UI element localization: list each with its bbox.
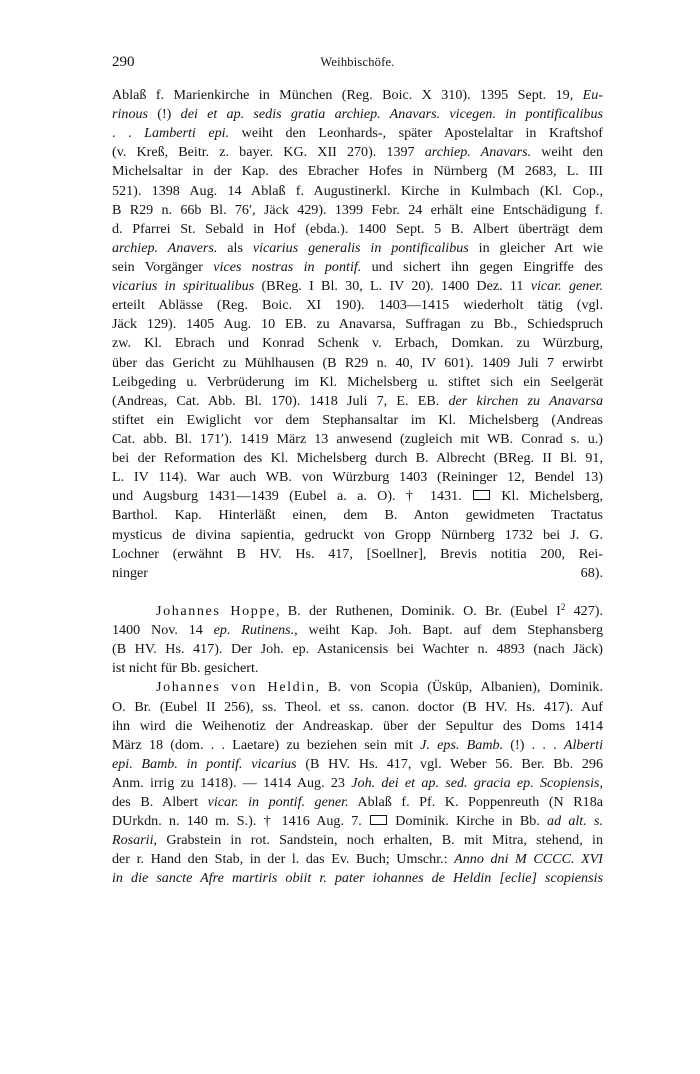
text-line: mysticus de divina sapientia, gedruckt von Gropp Nürnberg 1732 bei J. G. bbox=[112, 526, 603, 543]
grave-symbol-icon bbox=[473, 490, 490, 500]
text-line: erteilt Ablässe (Reg. Boic. XI 190). 1403—1415 wiederholt tätig (vgl. bbox=[112, 297, 603, 314]
text-line: (Andreas, Cat. Abb. Bl. 170). 1418 Juli 7, E. EB. der kirchen zu Anavarsa bbox=[112, 392, 603, 409]
text-line: Johannes Hoppe, B. der Ruthenen, Dominik. O. Br. (Eubel $I^2$ 427). bbox=[156, 601, 603, 619]
text-line: ist nicht für Bb. gesichert. bbox=[112, 660, 259, 677]
grave-symbol-icon bbox=[370, 815, 387, 825]
text-line: Ablaß f. Marienkirche in München (Reg. Boic. X 310). 1395 Sept. 19, Eu- bbox=[112, 87, 603, 103]
running-title: Weihbischöfe. bbox=[320, 55, 395, 69]
text-line: . . Lamberti epi. weiht den Leonhards-, später Apostelaltar in Kraftshof bbox=[112, 125, 603, 142]
text-line: Anm. irrig zu 1418). — 1414 Aug. 23 Joh. dei et ap. sed. gracia ep. Scopiensis, bbox=[112, 774, 603, 791]
paragraph-albert-entry bbox=[112, 86, 603, 602]
running-head bbox=[112, 54, 603, 74]
text-line: in die sancte Afre martiris obiit r. pater iohannes de Heldin [eclie] scopiensis bbox=[112, 870, 603, 887]
text-line: ninger 68). bbox=[112, 564, 603, 581]
text-line: zw. Kl. Ebrach und Konrad Schenk v. Erbach, Domkan. zu Würzburg, bbox=[112, 335, 603, 352]
text-line: Cat. abb. Bl. 171′). 1419 März 13 anwesend (zugleich mit WB. Conrad s. u.) bbox=[112, 430, 603, 447]
text-line: 521). 1398 Aug. 14 Ablaß f. Augustinerkl. Kirche in Kulmbach (Kl. Cop., bbox=[112, 182, 603, 199]
entry-name: Johannes von Heldin bbox=[156, 679, 316, 696]
text-line: ihn wird die Weihenotiz der Andreaskap. über der Sepultur des Doms 1414 bbox=[112, 717, 603, 734]
text-line: vicarius in spiritualibus (BReg. I Bl. 30, L. IV 20). 1400 Dez. 11 vicar. gener. bbox=[112, 278, 603, 295]
text-line: Rosarii, Grabstein in rot. Sandstein, noch erhalten, B. mit Mitra, stehend, in bbox=[112, 832, 603, 849]
text-line: L. IV 114). War auch WB. von Würzburg 1403 (Reininger 12, Bendel 13) bbox=[112, 469, 603, 486]
text-line: (B HV. Hs. 417). Der Joh. ep. Astanicensis bei Wachter n. 4893 (nach Jäck) bbox=[112, 641, 603, 658]
text-line: B R29 n. 66b Bl. 76′, Jäck 429). 1399 Febr. 24 erhält eine Entschädigung f. bbox=[112, 201, 603, 218]
text-line: stiftet ein Ewiglicht vor dem Stephansaltar im Kl. Michelsberg (Andreas bbox=[112, 411, 603, 428]
text-line: März 18 (dom. . . Laetare) zu beziehen sein mit J. eps. Bamb. (!) . . . Alberti bbox=[112, 736, 603, 753]
text-line: Leibgeding u. Verbrüderung im Kl. Michelsberg u. stiftet sich ein Seelgerät bbox=[112, 373, 603, 390]
paragraph-johannes-von-heldin bbox=[112, 678, 603, 888]
text-line: d. Pfarrei St. Sebald in Hof (ebda.). 1400 Sept. 5 B. Albert überträgt dem bbox=[112, 220, 603, 237]
body-text bbox=[112, 86, 603, 889]
text-line: archiep. Anavers. als vicarius generalis in pontificalibus in gleicher Art wie bbox=[112, 239, 603, 256]
text-line: Johannes von Heldin, B. von Scopia (Üsküp, Albanien), Dominik. bbox=[156, 679, 603, 696]
text-line: rinous (!) dei et ap. sedis gratia archiep. Anavars. vicegen. in pontificalibus bbox=[112, 106, 603, 123]
text-line: DUrkdn. n. 140 m. S.). † 1416 Aug. 7. Dominik. Kirche in Bb. ad alt. s. bbox=[112, 813, 603, 830]
text-line: über das Gericht zu Mühlhausen (B R29 n. 40, IV 601). 1409 Juli 7 erwirbt bbox=[112, 354, 603, 371]
text-line: Barthol. Kap. Hinterläßt einen, dem B. Anton gewidmeten Tractatus bbox=[112, 507, 603, 524]
text-line: sein Vorgänger vices nostras in pontif. und sichert ihn gegen Eingriffe des bbox=[112, 258, 603, 275]
page-number: 290 bbox=[112, 54, 135, 70]
text-line: Michelsaltar in der Kap. des Ebracher Hofes in Nürnberg (M 2683, L. III bbox=[112, 163, 603, 180]
text-line: epi. Bamb. in pontif. vicarius (B HV. Hs. 417, vgl. Weber 56. Ber. Bb. 296 bbox=[112, 755, 603, 772]
paragraph-johannes-hoppe bbox=[112, 602, 603, 678]
text-line: und Augsburg 1431—1439 (Eubel a. a. O). † 1431. Kl. Michelsberg, bbox=[112, 488, 603, 505]
text-line: 1400 Nov. 14 ep. Rutinens., weiht Kap. Joh. Bapt. auf dem Stephansberg bbox=[112, 622, 603, 639]
text-line: Jäck 129). 1405 Aug. 10 EB. zu Anavarsa, Suffragan zu Bb., Schiedspruch bbox=[112, 316, 603, 333]
text-line: bei der Reformation des Kl. Michelsberg durch B. Albrecht (BReg. II Bl. 91, bbox=[112, 450, 603, 467]
entry-name: Johannes Hoppe bbox=[156, 602, 276, 619]
text-line: O. Br. (Eubel II 256), ss. Theol. et ss. canon. doctor (B HV. Hs. 417). Auf bbox=[112, 698, 603, 715]
text-line: (v. Kreß, Beitr. z. bayer. KG. XII 270). 1397 archiep. Anavars. weiht den bbox=[112, 144, 603, 161]
text-line: Lochner (erwähnt B HV. Hs. 417, [Soellner], Brevis notitia 200, Rei- bbox=[112, 545, 603, 562]
text-line: der r. Hand den Stab, in der l. das Ev. Buch; Umschr.: Anno dni M CCCC. XVI bbox=[112, 851, 603, 868]
text-line bbox=[112, 583, 603, 602]
text-line: des B. Albert vicar. in pontif. gener. Ablaß f. Pf. K. Poppenreuth (N R18a bbox=[112, 794, 603, 811]
